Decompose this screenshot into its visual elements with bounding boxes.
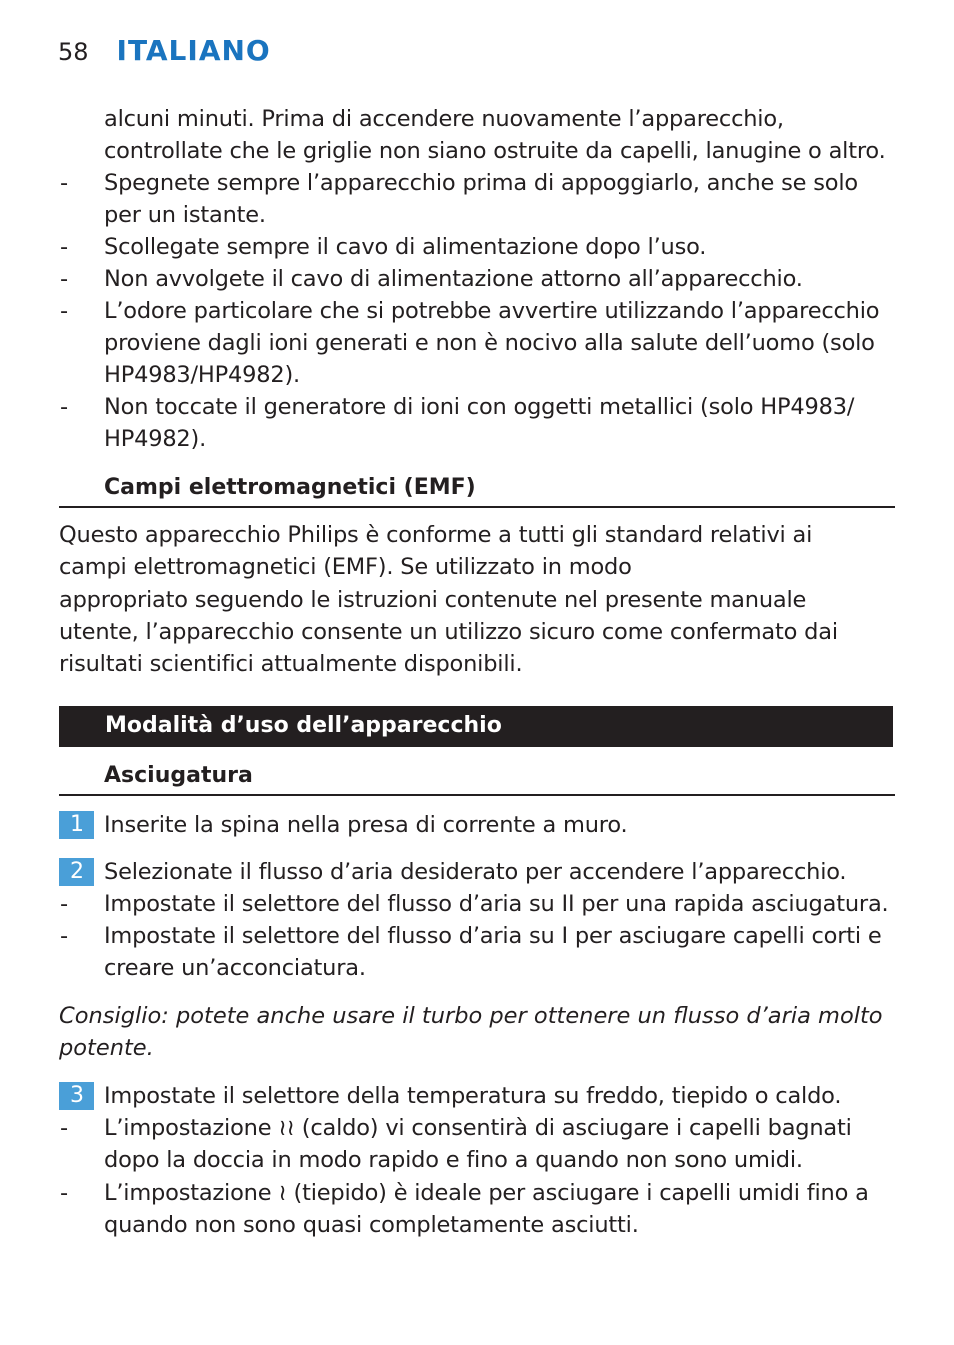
page-number: 58	[58, 38, 89, 66]
bullet-text: Impostate il selettore del flusso d’aria su II per una rapida asciugatura.	[104, 891, 889, 917]
intro-continuation-line: alcuni minuti. Prima di accendere nuovamente l’apparecchio,	[104, 106, 784, 132]
page-header	[58, 34, 271, 67]
step-number: 1	[70, 812, 84, 837]
step-number-badge	[59, 811, 94, 839]
bullet-text: Non toccate il generatore di ioni con oggetti metallici (solo HP4983/	[104, 394, 855, 420]
bullet-text: L’impostazione ≀≀ (caldo) vi consentirà di asciugare i capelli bagnati	[104, 1115, 852, 1141]
bullet-dash: -	[60, 1180, 69, 1206]
emf-paragraph-line: campi elettromagnetici (EMF). Se utilizzato in modo	[59, 554, 632, 580]
language-title: ITALIANO	[116, 34, 271, 67]
bullet-text: HP4983/HP4982).	[104, 362, 301, 388]
step-number-badge	[59, 858, 94, 886]
bullet-dash: -	[60, 266, 69, 292]
bullet-text: per un istante.	[104, 202, 266, 228]
bullet-text: Scollegate sempre il cavo di alimentazione dopo l’uso.	[104, 234, 707, 260]
step-number: 2	[70, 859, 84, 884]
bullet-text: L’odore particolare che si potrebbe avvertire utilizzando l’apparecchio	[104, 298, 880, 324]
intro-continuation-line: controllate che le griglie non siano ostruite da capelli, lanugine o altro.	[104, 138, 886, 164]
bullet-text: Spegnete sempre l’apparecchio prima di appoggiarlo, anche se solo	[104, 170, 858, 196]
emf-paragraph-line: utente, l’apparecchio consente un utilizzo sicuro come confermato dai	[59, 619, 838, 645]
bullet-text: creare un’acconciatura.	[104, 955, 366, 981]
bullet-dash: -	[60, 1115, 69, 1141]
bullet-dash: -	[60, 170, 69, 196]
step-text: Inserite la spina nella presa di corrente a muro.	[104, 812, 628, 838]
emf-paragraph-line: appropriato seguendo le istruzioni contenute nel presente manuale	[59, 587, 807, 613]
emf-paragraph-line: risultati scientifici attualmente disponibili.	[59, 651, 523, 677]
step-text: Selezionate il flusso d’aria desiderato per accendere l’apparecchio.	[104, 859, 847, 885]
bullet-text: HP4982).	[104, 426, 207, 452]
tip-line: Consiglio: potete anche usare il turbo per ottenere un flusso d’aria molto	[59, 1003, 883, 1029]
bullet-text: dopo la doccia in modo rapido e fino a quando non sono umidi.	[104, 1147, 803, 1173]
bullet-text: quando non sono quasi completamente asciutti.	[104, 1212, 639, 1238]
bullet-dash: -	[60, 394, 69, 420]
section-title-bar	[59, 706, 893, 747]
heading-rule	[59, 794, 895, 796]
step-number: 3	[70, 1083, 84, 1108]
emf-heading: Campi elettromagnetici (EMF)	[104, 475, 476, 500]
heading-rule	[59, 506, 895, 508]
tip-line: potente.	[59, 1035, 154, 1061]
bullet-dash: -	[60, 298, 69, 324]
sub-heading: Asciugatura	[104, 763, 253, 788]
bullet-text: Non avvolgete il cavo di alimentazione attorno all’apparecchio.	[104, 266, 803, 292]
bullet-text: Impostate il selettore del flusso d’aria su I per asciugare capelli corti e	[104, 923, 882, 949]
step-text: Impostate il selettore della temperatura su freddo, tiepido o caldo.	[104, 1083, 842, 1109]
bullet-dash: -	[60, 891, 69, 917]
bullet-text: proviene dagli ioni generati e non è nocivo alla salute dell’uomo (solo	[104, 330, 875, 356]
section-title: Modalità d’uso dell’apparecchio	[105, 713, 502, 738]
bullet-dash: -	[60, 923, 69, 949]
step-number-badge	[59, 1082, 94, 1110]
emf-paragraph-line: Questo apparecchio Philips è conforme a tutti gli standard relativi ai	[59, 522, 813, 548]
bullet-dash: -	[60, 234, 69, 260]
bullet-text: L’impostazione ≀ (tiepido) è ideale per asciugare i capelli umidi fino a	[104, 1180, 869, 1206]
